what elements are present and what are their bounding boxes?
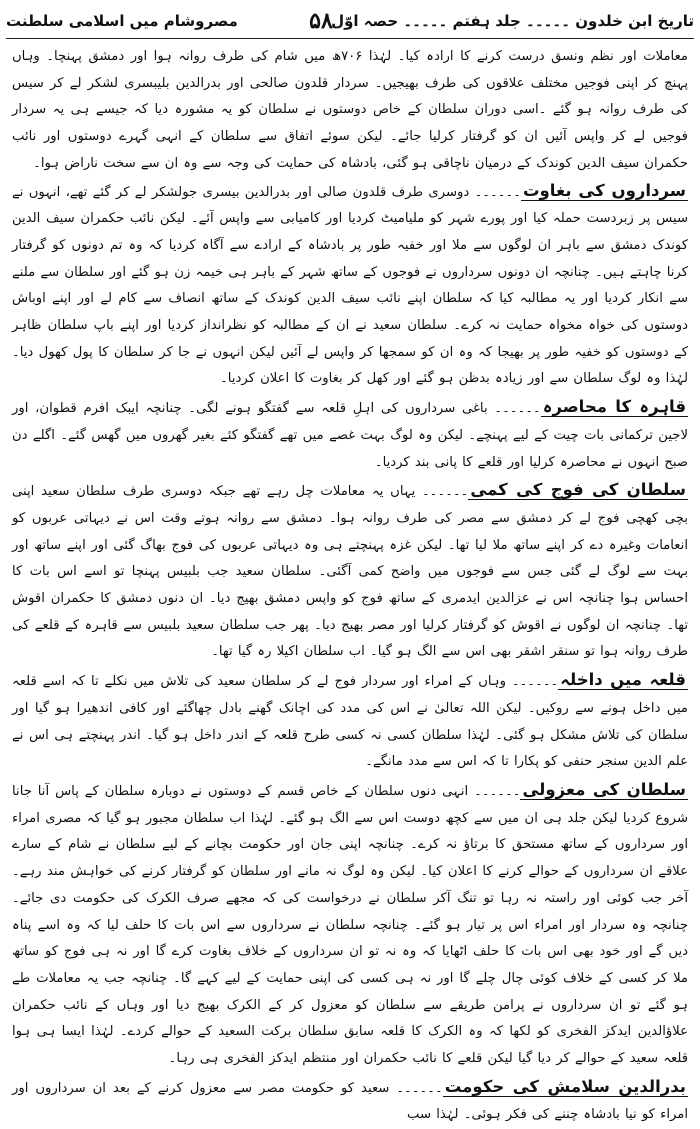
chapter-title: مصروشام میں اسلامی سلطنت: [6, 12, 238, 30]
section-heading: قلعہ میں داخلہ: [560, 670, 686, 690]
section-paragraph: [12, 1074, 688, 1129]
section-paragraph: [12, 394, 688, 476]
running-header: [6, 4, 694, 39]
section-heading: بدرالدین سلامش کی حکومت: [444, 1076, 686, 1096]
book-info: تاریخ ابن خلدون ۔۔۔۔۔ جلد ہفتم ۔۔۔۔۔ حصہ اوّل: [331, 12, 694, 30]
page-number: ۵۸: [309, 8, 333, 34]
section-paragraph: [12, 477, 688, 666]
section-paragraph: [12, 178, 688, 394]
section-deposition: [12, 777, 688, 1073]
page-body: [12, 44, 688, 1123]
heading-separator: ۔۔۔۔۔۔: [474, 184, 521, 200]
section-text: یہاں یہ معاملات چل رہے تھے جبکہ دوسری طرف سلطان سعید اپنی بچی کھچی فوج لے کر دمشق سے مصر کی طرف روانہ ہوا۔ دمشق سے روانہ ہوتے وقت اس نے دیہاتی عربوں کو انعامات وغیرہ دے کر اپنے ساتھ ملا لیا تھا۔ لیکن غزہ پہنچتے ہی وہ دیہاتی عربوں کی فوج بھاگ گئی اور اپنے ساتھ اور بہت سے لوگ لے گئی جس سے فوجوں میں واضح کمی آگئی۔ سلطان سعید جب بلبیس پہنچا تو اسے اس بات کا احساس ہوا چنانچہ اس نے عزالدین ایدمری کے ساتھ فوج کو واپس دمشق بھیج دیا۔ ان دنوں دمشق کا حکمران اقوش تھا۔ چنانچہ ان لوگوں نے اقوش کو گرفتار کرلیا اور مصر بھیج دیا۔ پھر جب سلطان سعید بلبیس سے قاہرہ کے قلعے کی طرف روانہ ہوا تو سنقر اشقر بھی اس سے الگ ہو گیا۔ اب سلطان اکیلا رہ گیا تھا۔: [12, 484, 688, 660]
section-army-shortage: [12, 477, 688, 666]
section-rebellion: [12, 178, 688, 394]
section-text: سعید کو حکومت مصر سے معزول کرنے کے بعد ان سرداروں اور امراء کو نیا بادشاہ چننے کی فکر ہوئی۔ لہٰذا سب: [12, 1080, 688, 1123]
section-heading: سلطان کی فوج کی کمی: [470, 480, 686, 500]
heading-separator: ۔۔۔۔۔۔: [494, 401, 541, 417]
section-heading: سلطان کی معزولی: [522, 779, 686, 799]
section-cairo-siege: [12, 394, 688, 476]
section-salamish-rule: [12, 1074, 688, 1129]
intro-paragraph: معاملات اور نظم ونسق درست کرنے کا ارادہ کیا۔ لہٰذا ۷۰۶ھ میں شام کی طرف روانہ ہوا اور دمشق پہنچا۔ وہاں پہنچ کر اپنی فوجیں مختلف علاقوں کی طرف بھیجیں۔ سردار قلدون صالحی اور بدرالدین بلیبسری لشکر لے کر سیس کی طرف روانہ ہو گئے ۔اسی دوران سلطان کے خاص دوستوں نے سلطان کو یہ مشورہ دیا کہ جیسے ہی یہ سردار فوجیں لے کر واپس آئیں ان کو گرفتار کرلیا جائے۔ لیکن سوئے اتفاق سے سلطان کے انہی گہرے دوستوں اور نائب حکمران سیف الدین کوندک کے درمیان ناچاقی ہو گئی، بادشاہ کی حمایت کی وجہ سے وہ ان سے سخت ناراض ہوا۔: [12, 49, 688, 171]
heading-separator: ۔۔۔۔۔۔: [422, 484, 469, 500]
section-text: وہاں کے امراء اور سردار فوج لے کر سلطان سعید کی تلاش میں نکلے تا کہ اسے قلعہ میں داخل ہونے سے روکیں۔ لیکن اللہ تعالیٰ نے اس کی مدد کی اچانک گھنے بادل چھاگئے اور کافی اندھیرا ہو گیا اور سلطان کی تلاش مشکل ہو گئی۔ لہٰذا سلطان کسی نہ کسی طرح قلعہ کے اندر داخل ہو گیا۔ اندر پہنچتے ہی اس نے علم الدین سنجر حنفی کو پکارا تا کہ اس سے مدد مانگے۔: [12, 674, 688, 770]
section-heading: سرداروں کی بغاوت: [522, 180, 686, 200]
section-paragraph: [12, 667, 688, 776]
section-paragraph: [12, 777, 688, 1073]
section-fort-entry: [12, 667, 688, 776]
section-text: دوسری طرف قلدون صالی اور بدرالدین بیسری جولشکر لے کر گئے تھے، انہوں نے سیس پر زبردست حملہ کیا اور پورے شہر کو ملیامیٹ کردیا اور کامیابی سے واپس آئے۔ لیکن نائب حکمران سیف الدین کوندک دمشق سے باہر ان لوگوں سے ملا اور خفیہ طور پر بادشاہ کے ارادے سے آگاہ کردیا کہ وہ تم دونوں کو گرفتار کرنا چاہتے ہیں۔ چنانچہ ان دونوں سرداروں نے فوجوں کے ساتھ شہر کے باہر ہی خیمہ زن ہو گئے اور سلطان سے ملنے سے انکار کردیا اور یہ مطالبہ کیا کہ سلطان اپنے نائب سیف الدین کوندک کے ساتھ انصاف سے کام لے اور اپنے اوباش دوستوں کی خواہ مخواہ حمایت نہ کرے۔ سلطان سعید نے ان کے مطالبہ کو نظرانداز کردیا اور اپنے باپ سلطان ظاہر کے دوستوں کو خفیہ طور پر بھیجا کہ وہ ان کو سمجھا کر واپس لے آئیں لیکن انہوں نے جا کر سلطان کا پول کھول دیا۔ لہٰذا وہ لوگ سلطان سے اور زیادہ بدظن ہو گئے اور کھل کر بغاوت کا اعلان کردیا۔: [12, 184, 688, 387]
section-heading: قاہرہ کا محاصرہ: [542, 397, 687, 417]
section-text: باغی سرداروں کی اہلِ قلعہ سے گفتگو ہونے لگی۔ چنانچہ ایبک افرم قطوان، اور لاجین ترکمانی بات چیت کے لیے پہنچے۔ لیکن وہ لوگ بہت غصے میں تھے گفتگو کئے بغیر گھروں میں گھس گئے۔ اگلے دن صبح انہوں نے محاصرہ کرلیا اور قلعے کا پانی بند کردیا۔: [12, 401, 688, 470]
heading-separator: ۔۔۔۔۔۔: [396, 1080, 443, 1096]
heading-separator: ۔۔۔۔۔۔: [511, 674, 559, 690]
section-text: انہی دنوں سلطان کے خاص قسم کے دوستوں نے دوبارہ سلطان کے پاس آنا جانا شروع کردیا لیکن جلد ہی ان میں سے کچھ دوست اس سے الگ ہو گئے۔ لہٰذا اب سلطان مجبور ہو گیا کہ مصری امراء اور سرداروں کے ساتھ مستحق کا برتاؤ نہ کرے۔ چنانچہ اپنی جان اور حکومت بچانے کے لیے سلطان نے شام کے سارے علاقے ان سرداروں کے حوالے کرنے کا اعلان کیا۔ لیکن وہ لوگ نہ مانے اور سلطان کو گرفتار کرنے کی خواہش مند رہے۔ آخر جب کوئی اور راستہ نہ رہا تو تنگ آکر سلطان نے درخواست کی کہ مجھے صرف الکرک کی حکومت دی جائے۔ چنانچہ وہ سردار اور امراء اس پر تیار ہو گئے۔ چنانچہ سلطان نے سرداروں سے اس بات کا حلف لیا کہ وہ اسے پناہ دیں گے اور خود بھی اس بات کا حلف اٹھایا کہ وہ نہ تو ان سرداروں کے خلاف بغاوت کرے گا اور نہ ہی فوج کو ساتھ ملا کر کسی کے خلاف کوئی چال چلے گا اور نہ ہی کسی کی اپنی حمایت کے لیے کہے گا۔ چنانچہ جب یہ معاملات طے ہو گئے تو ان سرداروں نے پرامن طریقے سے سلطان کو معزول کر کے الکرک بھیج دیا اور وہاں کے نائب حکمران علاؤالدین ایدکز الفخری کو لکھا کہ وہ الکرک کا قلعہ سابق سلطان برکت السعید کے حوالے کردے۔ لہٰذا ایسا ہی ہوا قلعہ سعید کے حوالے کر دیا گیا لیکن قلعے کا نائب حکمران اور منتظم ایدکز الفخری ہی رہا۔: [12, 783, 688, 1067]
heading-separator: ۔۔۔۔۔۔: [474, 783, 521, 799]
